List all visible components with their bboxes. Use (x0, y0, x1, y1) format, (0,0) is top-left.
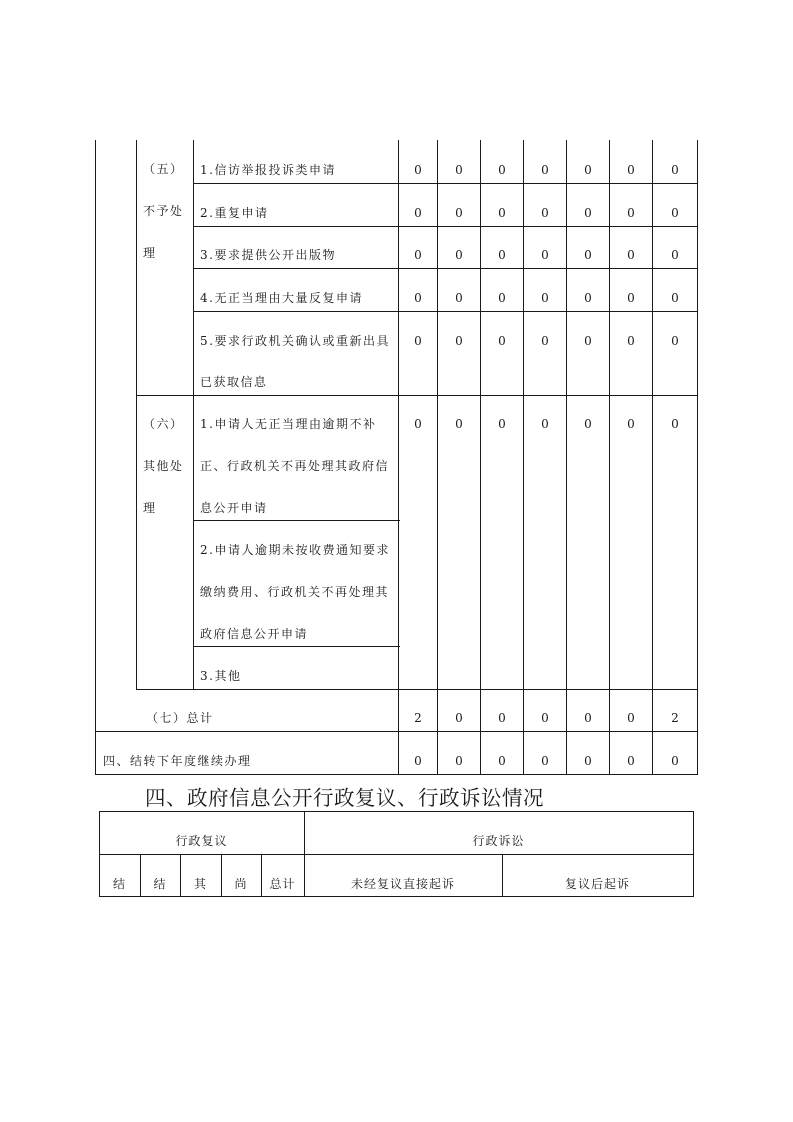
item-label: 3.其他 (200, 669, 242, 683)
cell-value: 0 (627, 163, 635, 177)
col-rule (566, 140, 567, 775)
cell-value: 0 (584, 163, 592, 177)
item-label: 2.重复申请 (200, 206, 269, 220)
item-label: 4.无正当理由大量反复申请 (200, 291, 363, 305)
review-column-header: 结 (153, 877, 167, 891)
row-rule (99, 854, 694, 855)
row-rule (99, 811, 694, 812)
item-label: 5.要求行政机关确认或重新出具 (200, 334, 390, 348)
col-rule (609, 140, 610, 775)
total-label: （七）总计 (146, 711, 214, 725)
group-label-5-line1: （五） (143, 162, 184, 176)
cell-value: 0 (541, 206, 549, 220)
cell-value: 0 (498, 248, 506, 262)
review-header: 行政复议 (175, 834, 228, 848)
cell-value: 0 (627, 291, 635, 305)
row-rule (136, 689, 698, 690)
cell-value: 0 (627, 206, 635, 220)
cell-value: 0 (498, 711, 506, 725)
cell-value: 2 (671, 711, 679, 725)
cell-value: 0 (627, 334, 635, 348)
item-label: 正、行政机关不再处理其政府信 (200, 459, 390, 473)
cell-value: 0 (584, 754, 592, 768)
cell-value: 0 (627, 417, 635, 431)
cell-value: 0 (498, 206, 506, 220)
cell-value: 0 (455, 711, 463, 725)
col-rule (480, 140, 481, 775)
group-label-6-line1: （六） (143, 417, 184, 431)
cell-value: 0 (541, 291, 549, 305)
cell-value: 0 (541, 417, 549, 431)
cell-value: 0 (671, 248, 679, 262)
cell-value: 0 (498, 754, 506, 768)
cell-value: 0 (627, 248, 635, 262)
item-label: 缴纳费用、行政机关不再处理其 (200, 585, 390, 599)
cell-value: 0 (455, 291, 463, 305)
cell-value: 0 (541, 334, 549, 348)
col-rule (95, 140, 96, 775)
review-column-header: 尚 (234, 877, 248, 891)
cell-value: 0 (414, 417, 422, 431)
col-rule (398, 140, 399, 775)
cell-value: 0 (584, 291, 592, 305)
cell-value: 0 (541, 248, 549, 262)
cell-value: 0 (541, 754, 549, 768)
group-label-5-line2: 不予处 (143, 204, 184, 218)
row-rule (193, 520, 400, 521)
cell-value: 0 (584, 711, 592, 725)
row-rule (193, 268, 698, 269)
cell-value: 2 (414, 711, 422, 725)
cell-value: 0 (414, 206, 422, 220)
item-label: 2.申请人逾期未按收费通知要求 (200, 543, 390, 557)
col-rule (523, 140, 524, 775)
cell-value: 0 (541, 163, 549, 177)
cell-value: 0 (671, 291, 679, 305)
cell-value: 0 (627, 754, 635, 768)
review-column-header: 结 (112, 877, 126, 891)
cell-value: 0 (414, 291, 422, 305)
cell-value: 0 (455, 248, 463, 262)
cell-value: 0 (414, 334, 422, 348)
cell-value: 0 (455, 163, 463, 177)
section-title: 四、政府信息公开行政复议、行政诉讼情况 (145, 786, 544, 810)
item-label: 1.申请人无正当理由逾期不补 (200, 417, 377, 431)
col-rule (697, 140, 698, 775)
cell-value: 0 (455, 206, 463, 220)
cell-value: 0 (498, 417, 506, 431)
cell-value: 0 (671, 417, 679, 431)
col-rule (136, 140, 137, 690)
row-rule (193, 311, 698, 312)
cell-value: 0 (498, 163, 506, 177)
cell-value: 0 (584, 248, 592, 262)
review-column-header: 其 (193, 877, 207, 891)
col-rule (693, 811, 694, 897)
cell-value: 0 (627, 711, 635, 725)
cell-value: 0 (584, 334, 592, 348)
cell-value: 0 (671, 206, 679, 220)
item-label: 已获取信息 (200, 375, 268, 389)
cell-value: 0 (671, 163, 679, 177)
cell-value: 0 (584, 206, 592, 220)
cell-value: 0 (414, 754, 422, 768)
cell-value: 0 (498, 291, 506, 305)
litigation-column-header: 复议后起诉 (564, 877, 630, 891)
row-rule (136, 395, 698, 396)
row-rule (193, 646, 400, 647)
row-rule (99, 896, 694, 897)
cell-value: 0 (414, 248, 422, 262)
cell-value: 0 (414, 163, 422, 177)
cell-value: 0 (455, 754, 463, 768)
cell-value: 0 (498, 334, 506, 348)
col-rule (652, 140, 653, 775)
row-rule (193, 183, 698, 184)
row-rule (95, 774, 698, 775)
cell-value: 0 (671, 754, 679, 768)
litigation-column-header: 未经复议直接起诉 (350, 877, 455, 891)
item-label: 政府信息公开申请 (200, 627, 309, 641)
item-label: 1.信访举报投诉类申请 (200, 163, 336, 177)
cell-value: 0 (671, 334, 679, 348)
col-rule (437, 140, 438, 775)
review-column-header: 总计 (269, 877, 296, 891)
cell-value: 0 (541, 711, 549, 725)
col-rule (193, 140, 194, 690)
group-label-6-line3: 理 (143, 501, 157, 515)
item-label: 息公开申请 (200, 501, 268, 515)
row-rule (95, 731, 698, 732)
litigation-header: 行政诉讼 (472, 834, 525, 848)
group-label-5-line3: 理 (143, 246, 157, 260)
row-rule (193, 226, 698, 227)
group-label-6-line2: 其他处 (143, 459, 184, 473)
cell-value: 0 (455, 417, 463, 431)
item-label: 3.要求提供公开出版物 (200, 248, 336, 262)
cell-value: 0 (455, 334, 463, 348)
carry-over-label: 四、结转下年度继续办理 (103, 754, 252, 768)
cell-value: 0 (584, 417, 592, 431)
